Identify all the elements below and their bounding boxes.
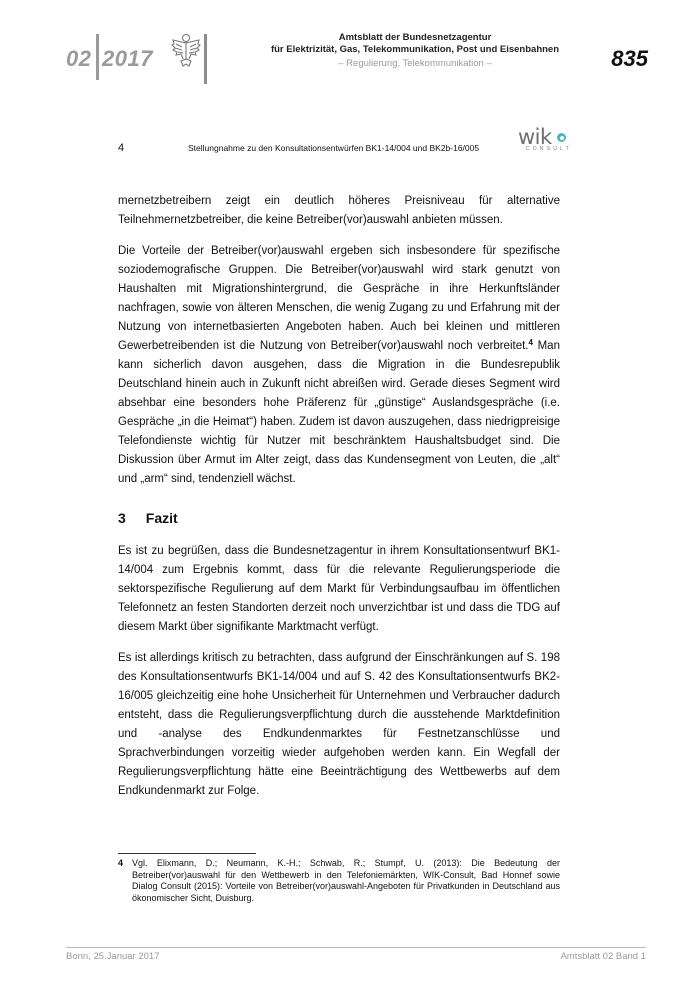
masthead-subtitle: – Regulierung, Telekommunikation –: [338, 58, 492, 69]
paragraph-4: Es ist allerdings kritisch zu betrachten, dass aufgrund der Einschränkungen auf S. 198 des Konsultationsentwurfs BK1-14/004 und auf S. 42 des Konsultationsentwurfs BK2-16/005 gleichzeitig eine hohe Unsicherheit für Unternehmen und Verbraucher dadurch entsteht, dass die Regulierungsverpflichtung durch die ausstehende Marktdefinition und -analyse des Endkundenmarktes für Festnetzanschlüsse und Sprachverbindungen vorzeitig wieder aufgehoben werden kann. Ein Wegfall der Regulierungsverpflichtung hätte eine Beeinträchtigung des Wettbewerbs auf dem Endkundenmarkt zur Folge.: [118, 652, 560, 797]
journal-page-number: 835: [611, 46, 648, 71]
footnote-text: Vgl. Elixmann, D.; Neumann, K.-H.; Schwab, R.; Stumpf, U. (2013): Die Bedeutung der Betreiber(vor)auswahl für den Wettbewerb in den Telefoniemärkten, WIK-Consult, Bad Honnef sowie Dialog Consult (2015): Vorteile von Betreiber(vor)auswahl-Angeboten für Privatkunden in Deutschland aus ökonomischer Sicht, Duisburg.: [132, 858, 560, 903]
document-body: [118, 192, 560, 813]
eagle-divider: [204, 34, 207, 84]
paragraph-2-part-2: Man kann sicherlich davon ausgehen, dass die Migration in die Bundesrepublik Deutschland hinein auch in Zukunft nicht abreißen wird. Gerade dieses Segment wird absehbar eine besonders hohe Präferenz für „günstige“ Auslandsgespräche (i.e. Gespräche „in die Heimat“) haben. Zudem ist davon auszugehen, dass niedrigpreisige Telefondienste wichtig für Nutzer mit beschränktem Haushaltsbudget sind. Die Diskussion über Armut im Alter zeigt, dass das Kundensegment von Leuten, die „alt“ und „arm“ sind, tendenziell wächst.: [118, 340, 560, 485]
footnote-reference: 4: [528, 338, 533, 347]
section-title: Fazit: [145, 510, 178, 526]
masthead-title: [215, 32, 615, 55]
issue-number: 02: [66, 46, 92, 71]
footer-date: Bonn, 25.Januar 2017: [66, 951, 160, 962]
footer-issue: Amtsblatt 02 Band 1: [560, 951, 646, 962]
footer-divider: [66, 947, 646, 948]
issue-year: 2017: [102, 46, 153, 71]
paragraph-2-part-1: Die Vorteile der Betreiber(vor)auswahl ergeben sich insbesondere für spezifische soziodemografische Gruppen. Die Betreiber(vor)auswahl wird stark genutzt von Haushalten mit Migrationshintergrund, die Gespräche in ihre Herkunftsländer nachfragen, sowie von älteren Menschen, die wenig Zugang zu und Erfahrung mit der Nutzung von internetbasierten Angeboten haben. Auch bei kleinen und mittleren Gewerbetreibenden ist die Nutzung von Betreiber(vor)auswahl noch verbreitet.: [118, 245, 560, 352]
masthead-title-line1: Amtsblatt der Bundesnetzagentur: [338, 32, 492, 43]
paragraph-3: Es ist zu begrüßen, dass die Bundesnetzagentur in ihrem Konsultationsentwurf BK1-14/004 zum Ergebnis kommt, dass für die relevante Regulierungsperiode die sektorspezifische Regulierung auf dem Markt für Verbindungsaufbau im öffentlichen Telefonnetz an festen Standorten derzeit noch unverzichtbar ist und dass die TDG auf diesem Markt über signifikante Marktmacht verfügt.: [118, 545, 560, 633]
footnote-divider: [118, 853, 256, 854]
issue-divider: [96, 34, 99, 80]
inner-page-number: 4: [118, 142, 125, 154]
paragraph-2: [118, 242, 560, 489]
paragraph-1: mernetzbetreibern zeigt ein deutlich höheres Preisniveau für alternative Teilnehmernetzbetreiber, die keine Betreiber(vor)auswahl anbieten müssen.: [118, 195, 560, 226]
footnote: [118, 858, 560, 904]
masthead-title-line2: für Elektrizität, Gas, Telekommunikation, Post und Eisenbahnen: [270, 43, 560, 55]
wik-logo-subtext: CONSULT: [526, 146, 572, 152]
wik-logo-dot-icon: [557, 133, 566, 142]
wik-logo-text: wik: [518, 125, 552, 149]
inner-header-title: Stellungnahme zu den Konsultationsentwürfen BK1-14/004 und BK2b-16/005: [188, 143, 480, 153]
federal-eagle-icon: [170, 30, 202, 70]
section-number: 3: [118, 510, 126, 526]
section-heading: [118, 509, 560, 528]
wik-consult-logo: [518, 125, 572, 153]
footnote-number: 4: [118, 858, 124, 868]
